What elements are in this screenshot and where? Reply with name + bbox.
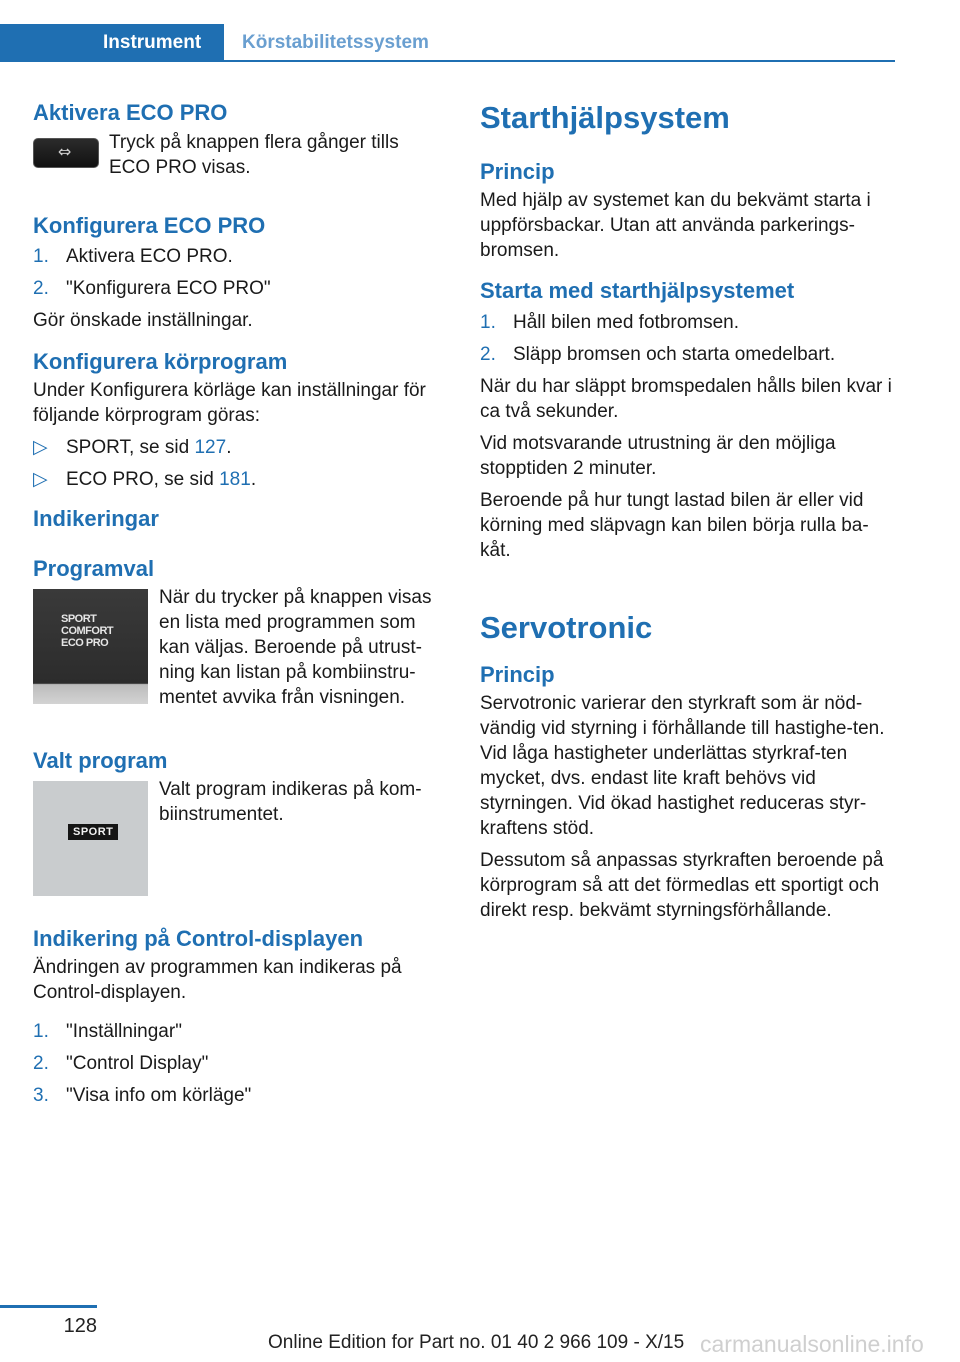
activate-heading: Aktivera ECO PRO: [33, 100, 228, 125]
indications-heading: Indikeringar: [33, 506, 159, 531]
configure-after: Gör önskade inställningar.: [33, 310, 253, 331]
control-display-heading: Indikering på Control-displayen: [33, 926, 364, 951]
step-text: Släpp bromsen och starta omedelbart.: [513, 344, 836, 365]
bullet-end: .: [250, 469, 257, 490]
step-number: 2.: [33, 1053, 49, 1074]
control-steps: [33, 1019, 445, 1108]
activate-row: [33, 130, 445, 180]
bullet-text: ECO PRO, se sid: [66, 469, 220, 490]
step-text: Aktivera ECO PRO.: [66, 246, 233, 267]
configure-steps: [33, 244, 445, 301]
list-item: [33, 467, 445, 492]
step-number: 3.: [33, 1085, 49, 1106]
page-link[interactable]: 181: [219, 469, 251, 490]
header-tabs: [0, 24, 895, 63]
princip-heading: Princip: [480, 159, 555, 184]
page-link[interactable]: 127: [194, 437, 227, 458]
control-display-text: Ändringen av programmen kan indikeras på Control-displayen.: [33, 957, 402, 1003]
drive-program-text: Under Konfigurera körläge kan inställningar för följande körprogram göras:: [33, 380, 426, 426]
list-item: [33, 244, 445, 269]
programval-heading: Programval: [33, 556, 155, 581]
princip-heading-2: Princip: [480, 662, 555, 687]
step-number: 2.: [480, 344, 496, 365]
program-menu-image: [33, 589, 148, 704]
program-menu-list: [61, 613, 113, 649]
servotronic-text-2: Dessutom så anpassas styrkraften beroende på körprogram så att det förmedlas ett sportigt och direkt resp. bekvämt styrningsförhållande.: [480, 850, 884, 921]
step-text: "Control Display": [66, 1053, 209, 1074]
page-number: 128: [63, 1315, 97, 1337]
selected-program-row: [33, 777, 445, 896]
drive-program-list: [33, 435, 445, 492]
sport-badge: SPORT: [68, 824, 118, 840]
step-number: 1.: [33, 246, 49, 267]
list-item: [33, 1051, 445, 1076]
start-use-steps: [480, 310, 895, 367]
bullet-end: .: [226, 437, 232, 458]
triangle-bullet-icon: ▷: [33, 437, 48, 458]
list-item: [33, 276, 445, 301]
list-item: [480, 342, 895, 367]
servotronic-title: Servotronic: [480, 610, 653, 645]
menu-item-sport: SPORT: [61, 613, 97, 625]
hold-paragraph: När du har släppt bromspedalen hålls bilen kvar i ca två sekunder.: [480, 376, 892, 422]
step-text: Håll bilen med fotbromsen.: [513, 312, 739, 333]
selected-program-heading: Valt program: [33, 748, 168, 773]
tab-instrument[interactable]: Instrument: [0, 24, 224, 62]
start-assist-title: Starthjälpsystem: [480, 100, 730, 135]
step-text: "Visa info om körläge": [66, 1085, 252, 1106]
bullet-text: SPORT, se sid: [66, 437, 195, 458]
right-column: [480, 98, 895, 923]
programval-text: När du trycker på knappen visas en lista med programmen som kan väljas. Beroende på utrust-ning kan listan på kombiinstru-mentet avvika från visningen.: [159, 587, 432, 708]
sport-display-image: [33, 781, 148, 896]
watermark-text: carmanualsonline.info: [700, 1331, 924, 1357]
tab-korstabilitetssystem[interactable]: Körstabilitetssystem: [242, 32, 429, 53]
menu-item-comfort: COMFORT: [61, 625, 114, 637]
programval-row: [33, 585, 445, 710]
configure-heading: Konfigurera ECO PRO: [33, 213, 266, 238]
stop-time-paragraph: Vid motsvarande utrustning är den möjliga stopptiden 2 minuter.: [480, 433, 836, 479]
princip-text: Med hjälp av systemet kan du bekvämt starta i uppförsbackar. Utan att använda parkerings-bromsen.: [480, 190, 871, 261]
menu-item-eco-pro: ECO PRO: [61, 637, 109, 649]
drive-program-heading: Konfigurera körprogram: [33, 349, 288, 374]
list-item: [480, 310, 895, 335]
selected-program-text: Valt program indikeras på kom-biinstrumentet.: [159, 779, 422, 825]
header-divider: [0, 60, 895, 62]
step-text: "Konfigurera ECO PRO": [66, 278, 271, 299]
footer-divider: [0, 1305, 97, 1308]
step-number: 2.: [33, 278, 49, 299]
list-item: [33, 435, 445, 460]
step-text: "Inställningar": [66, 1021, 182, 1042]
step-number: 1.: [480, 312, 496, 333]
triangle-bullet-icon: ▷: [33, 469, 48, 490]
edition-text: Online Edition for Part no. 01 40 2 966 109 - X/15: [268, 1332, 685, 1353]
start-use-heading: Starta med starthjälpsystemet: [480, 278, 795, 303]
list-item: [33, 1019, 445, 1044]
activate-text: Tryck på knappen flera gånger tills ECO PRO visas.: [109, 132, 399, 178]
step-number: 1.: [33, 1021, 49, 1042]
left-column: [33, 98, 445, 1115]
eco-pro-button-image: [33, 138, 99, 168]
load-paragraph: Beroende på hur tungt lastad bilen är eller vid körning med släpvagn kan bilen börja rulla ba-kåt.: [480, 490, 869, 561]
list-item: [33, 1083, 445, 1108]
servotronic-text: Servotronic varierar den styrkraft som är nöd-vändig vid styrning i förhållande till hastighe-ten. Vid låga hastigheter underlättas styrkraf-ten mycket, dvs. endast lite kraft behövs vid styrningen. Vid ökad hastighet reduceras styr-kraftens stöd.: [480, 693, 885, 839]
